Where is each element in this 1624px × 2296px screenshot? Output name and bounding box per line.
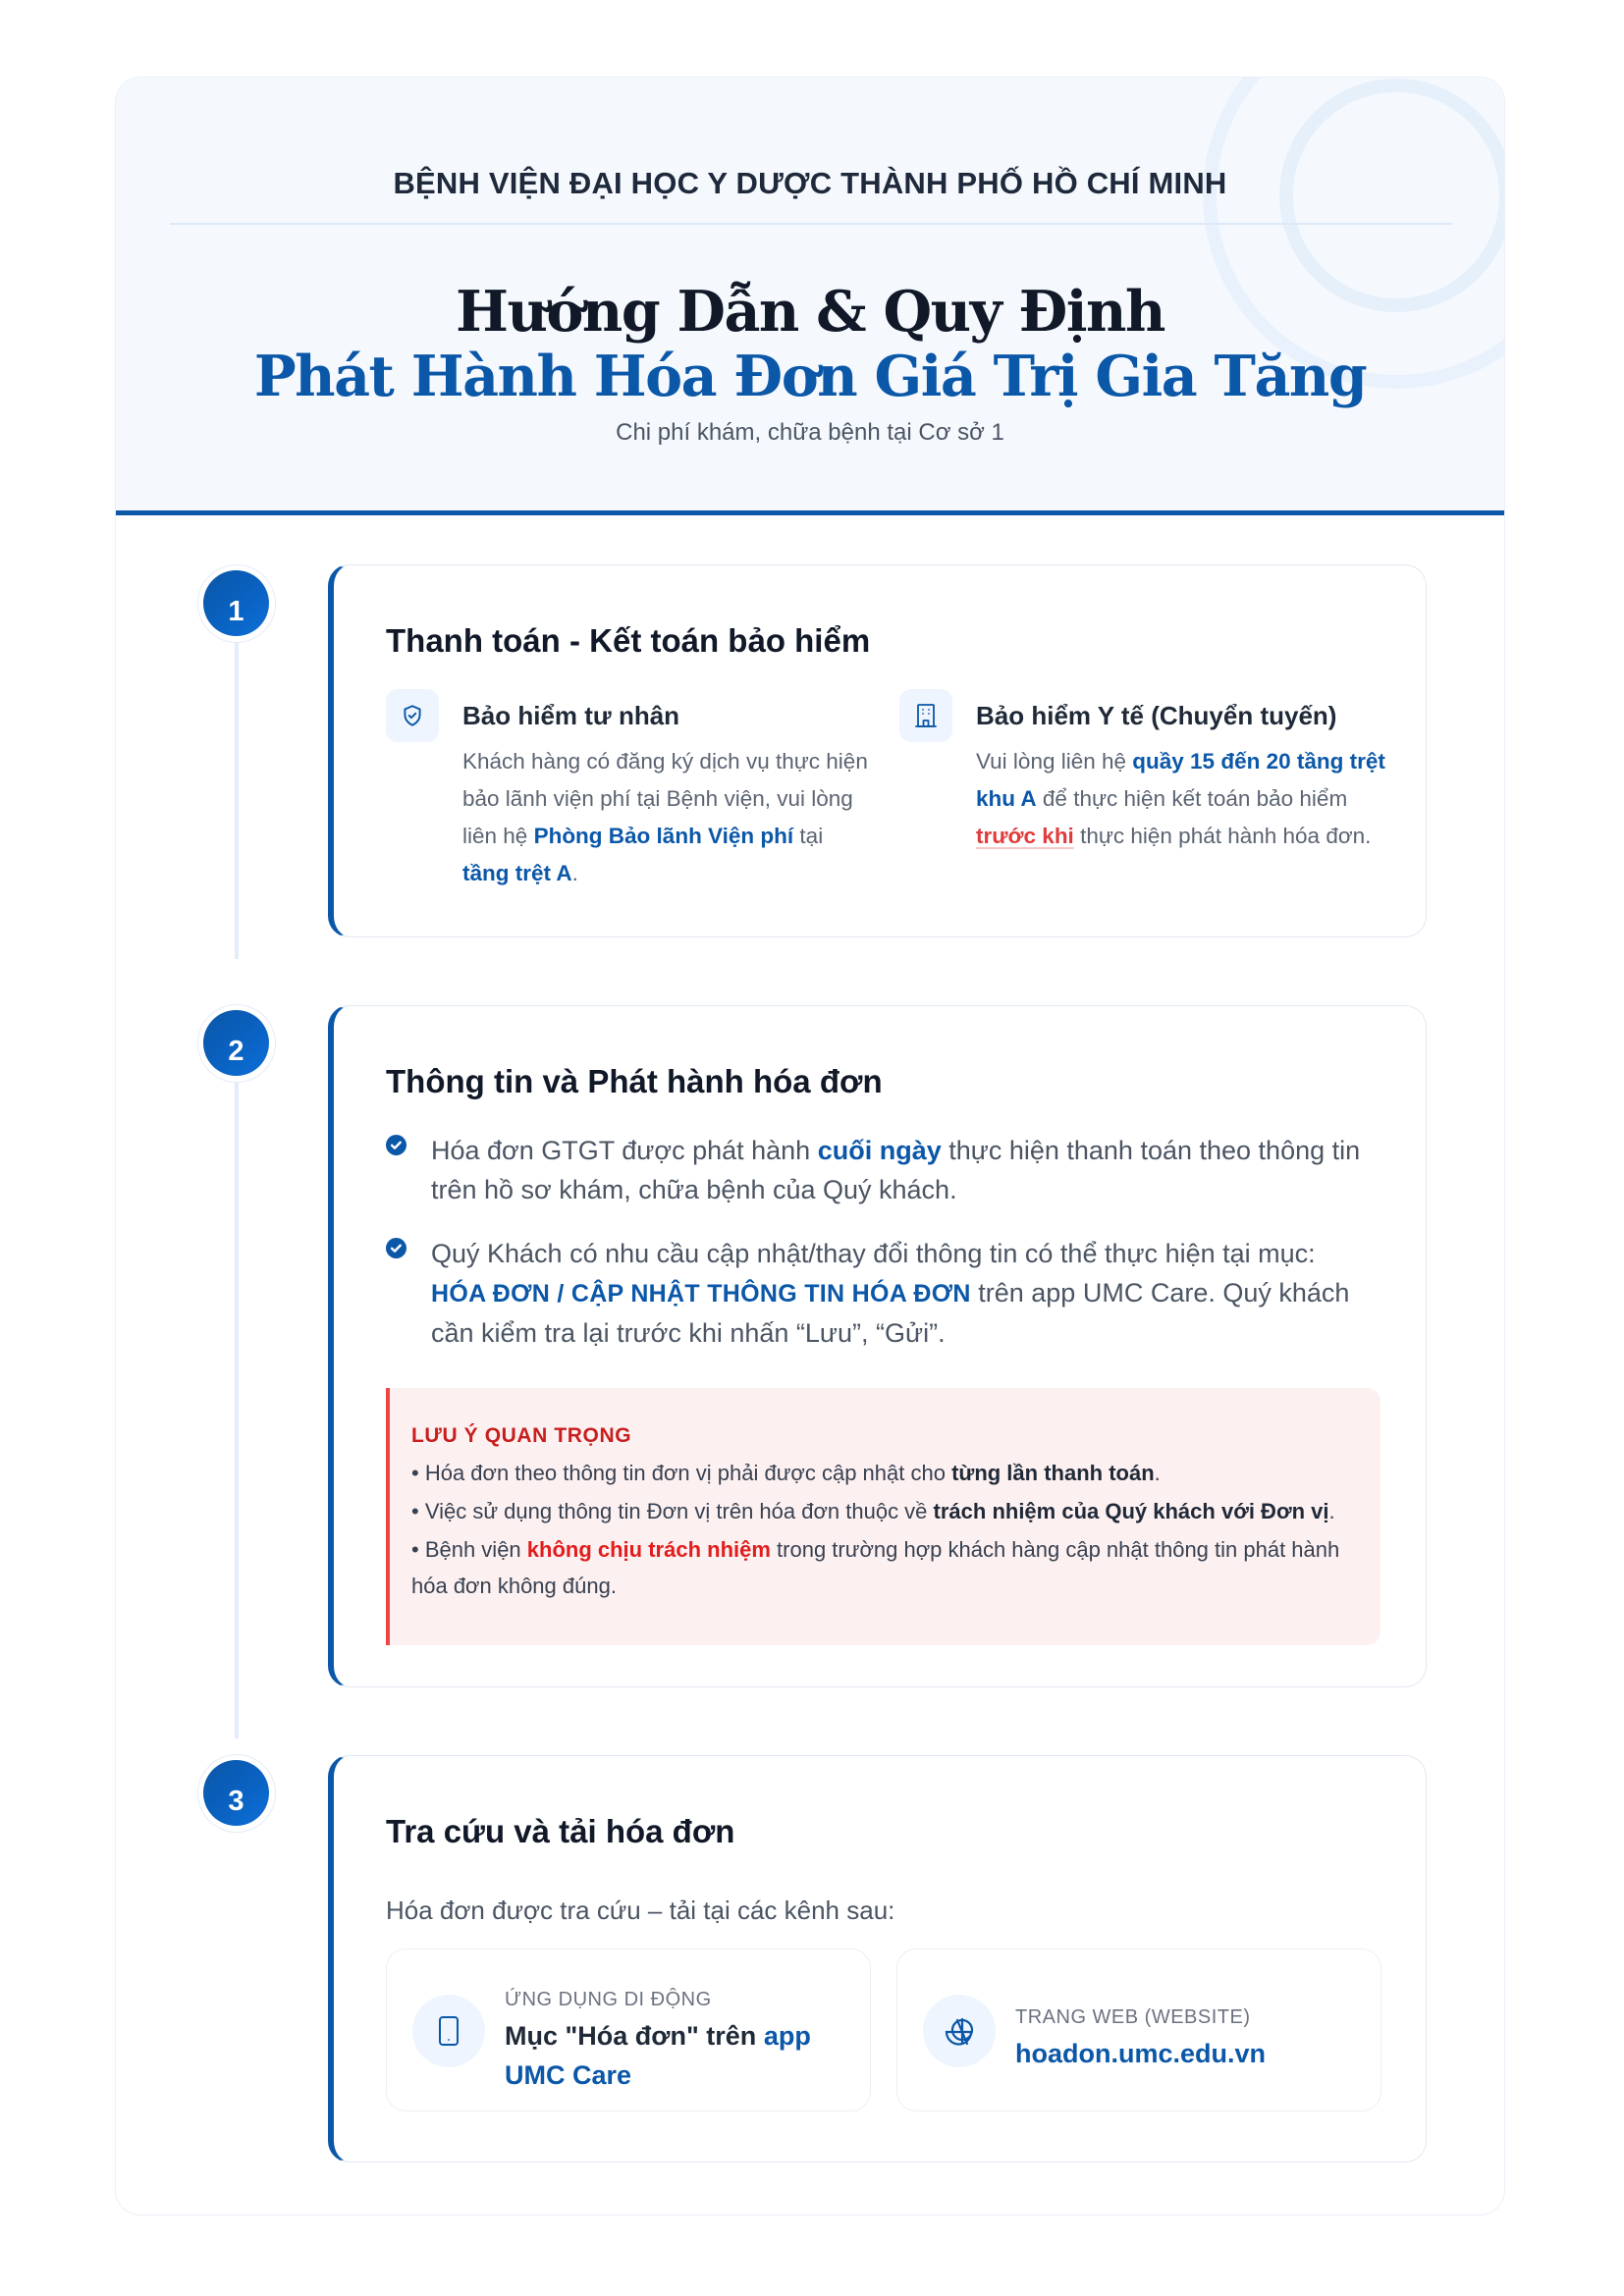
page-title: Hướng Dẫn & Quy Định [456, 279, 1164, 345]
globe-icon [923, 1995, 996, 2067]
step-number: 1 [203, 570, 269, 636]
notice-list [411, 1455, 1364, 1606]
page-title-highlight: Phát Hành Hóa Đơn Giá Trị Gia Tăng [253, 344, 1367, 409]
important-notice [386, 1388, 1380, 1645]
step-number: 2 [203, 1010, 269, 1076]
check-circle-icon [386, 1135, 406, 1155]
channel-label: TRANG WEB (WEBSITE) [1015, 2006, 1251, 2028]
step-title: Thanh toán - Kết toán bảo hiểm [386, 622, 871, 659]
building-icon [899, 689, 952, 742]
channel-label: ỨNG DỤNG DI ĐỘNG [505, 1989, 712, 2010]
private-insurance-title: Bảo hiểm tư nhân [462, 701, 680, 730]
website-channel[interactable] [896, 1949, 1381, 2111]
notice-item: • Hóa đơn theo thông tin đơn vị phải được cập nhật cho từng lần thanh toán. [411, 1461, 1161, 1485]
office-location: tầng trệt A [462, 861, 572, 885]
app-menu-path: HÓA ĐƠN / CẬP NHẬT THÔNG TIN HÓA ĐƠN [431, 1280, 971, 1308]
lookup-intro: Hóa đơn được tra cứu – tải tại các kênh sau: [386, 1896, 895, 1925]
channel-value: Mục "Hóa đơn" trên app UMC Care [505, 2021, 811, 2090]
step-number-badge [197, 1004, 276, 1083]
document-header [116, 78, 1504, 515]
notice-item: • Bệnh viện không chịu trách nhiệm trong trường hợp khách hàng cập nhật thông tin phát hành hóa đơn không đúng. [411, 1537, 1340, 1598]
step-title: Thông tin và Phát hành hóa đơn [386, 1063, 883, 1099]
office-name: Phòng Bảo lãnh Viện phí [533, 824, 794, 848]
health-insurance-title: Bảo hiểm Y tế (Chuyển tuyến) [976, 701, 1337, 730]
notice-item: • Việc sử dụng thông tin Đơn vị trên hóa đơn thuộc về trách nhiệm của Quý khách với Đơn vị. [411, 1499, 1335, 1523]
check-circle-icon [386, 1238, 406, 1258]
before-emphasis: trước khi [976, 824, 1074, 848]
hospital-name: BỆNH VIỆN ĐẠI HỌC Y DƯỢC THÀNH PHỐ HỒ CHÍ MINH [393, 166, 1227, 200]
notice-title: LƯU Ý QUAN TRỌNG [411, 1424, 632, 1447]
timeline-connector [235, 1083, 239, 1738]
counter-location: quầy 15 đến 20 tầng trệt khu A [976, 749, 1385, 811]
mobile-app-channel[interactable] [386, 1949, 871, 2111]
step-card-invoice-info: Thông tin và Phát hành hóa đơn Hóa đơn GTGT được phát hành cuối ngày thực hiện thanh toán theo thông tin trên hồ sơ khám, chữa bệnh của Quý khách. Quý Khách có nhu cầu cập nhật/thay đổi thông tin có thể thực hiện tại mục: HÓA ĐƠN / CẬP NHẬT THÔNG TIN HÓA ĐƠN trên app UMC Care. Quý khách cần kiểm tra lại trước khi nhấn “Lưu”, “Gửi”. LƯU Ý QUAN TRỌNG • Hóa đơn theo thông tin đơn vị phải được cập nhật cho từng lần thanh toán. • Việc sử dụng thông tin Đơn vị trên hóa đơn thuộc về trách nhiệm của Quý khách với Đơn vị. • Bệnh viện không chịu trách nhiệm trong trường hợp khách hàng cập nhật thông tin phát hành hóa đơn không đúng. [328, 1005, 1427, 1687]
step-number: 3 [203, 1760, 269, 1826]
step-card-lookup [328, 1755, 1427, 2163]
document-card [115, 77, 1505, 2216]
shield-check-icon [386, 689, 439, 742]
smartphone-icon [412, 1995, 485, 2067]
step-number-badge [197, 564, 276, 643]
step-card-payment [328, 564, 1427, 937]
invoice-website-link[interactable]: hoadon.umc.edu.vn [1015, 2039, 1267, 2068]
health-insurance-text: Vui lòng liên hệ quầy 15 đến 20 tầng trệt khu A để thực hiện kết toán bảo hiểm trước khi thực hiện phát hành hóa đơn. [976, 749, 1385, 848]
header-divider [170, 223, 1452, 225]
page-subtitle: Chi phí khám, chữa bệnh tại Cơ sở 1 [616, 419, 1004, 446]
umc-care-app-link[interactable]: app UMC Care [505, 2021, 811, 2090]
timeline-connector [235, 643, 239, 959]
step-title: Tra cứu và tải hóa đơn [386, 1813, 735, 1849]
end-of-day-emphasis: cuối ngày [817, 1136, 942, 1165]
step-number-badge [197, 1754, 276, 1833]
private-insurance-text: Khách hàng có đăng ký dịch vụ thực hiện bảo lãnh viện phí tại Bệnh viện, vui lòng liên hệ Phòng Bảo lãnh Viện phí tại tầng trệt A. [462, 749, 868, 885]
